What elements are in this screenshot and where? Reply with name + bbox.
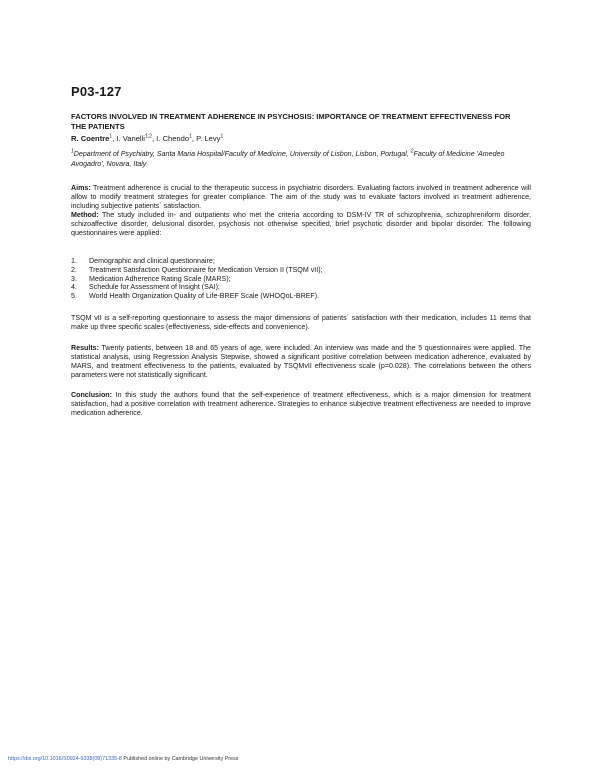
list-text: Treatment Satisfaction Questionnaire for Medication Version II (TSQM vII); <box>89 265 323 274</box>
list-item <box>71 266 323 275</box>
results-paragraph <box>71 344 531 380</box>
author-list: R. Coentre$^1$, I. Vanelli$^{1,2}$, I. Chendo$^1$, P. Levy$^1$ <box>71 133 224 143</box>
author-affiliation-mark: 1,2 <box>144 133 152 140</box>
method-text: The study included in- and outpatients who met the criteria according to DSM-IV TR of schizophrenia, schizophreniform disorder, schizoaffective disorder, delusional disorder, psychosis not otherwise specified, brief psychotic disorder and bipolar disorder. The following questionnaires were applied: <box>71 211 531 237</box>
affiliation-mark: 1 <box>71 148 74 155</box>
author-affiliation-mark: 1 <box>189 133 192 140</box>
list-number: 3. <box>71 274 77 283</box>
conclusion-label: Conclusion: <box>71 391 112 399</box>
author-name: I. Chendo <box>156 134 190 143</box>
affiliations <box>71 150 531 169</box>
affiliation-text: Faculty of Medicine 'Amedeo Avogadro', Novara, Italy <box>71 150 505 168</box>
aims-text: Treatment adherence is crucial to the therapeutic success in psychiatric disorders. Evaluating factors involved in treatment adherence will allow to modify treatment strategies for greater compliance. The aim of the study was to evaluate factors involved in treatment adherence, including subjective patients´ satisfaction. <box>71 184 531 210</box>
author-affiliation-mark: 1 <box>109 133 113 140</box>
aims-label: Aims: <box>71 184 91 192</box>
list-number: 4. <box>71 283 77 292</box>
author-name: R. Coentre <box>71 134 110 143</box>
author-affiliation-mark: 1 <box>220 133 224 140</box>
list-text: Demographic and clinical questionnaire; <box>89 257 215 265</box>
results-text: Twenty patients, between 18 and 65 years of age, were included. An interview was made and the 5 questionnaires were applied. The statistical analysis, using Regression Analysis Stepwise, showed a significant positive correlation between medication adherence, evaluated by MARS, and treatment effectiveness to the patients, evaluated by TSQMvII effectiveness scale (p=0.028). The correlations between the others parameters were not statistically significant. <box>71 344 531 379</box>
list-item <box>71 283 323 292</box>
conclusion-paragraph <box>71 391 531 418</box>
abstract-code: P03-127 <box>71 84 122 99</box>
author-name: P. Levy <box>196 134 221 143</box>
page-footer <box>8 756 238 762</box>
tsqm-paragraph: TSQM vII is a self-reporting questionnaire to assess the major dimensions of patients´ satisfaction with their medication, includes 11 items that make up three specific scales (effectiveness, side-effects and convenience). <box>71 314 531 331</box>
list-text: World Health Organization Quality of Life-BREF Scale (WHOQoL-BREF). <box>89 292 320 301</box>
list-item <box>71 275 323 284</box>
list-text: Medication Adherence Rating Scale (MARS); <box>89 274 231 283</box>
method-label: Method: <box>71 211 99 219</box>
conclusion-text: In this study the authors found that the self-experience of treatment effectiveness, which is a major dimension for treatment satisfaction, had a positive correlation with treatment adherence. Strategies to enhance subjective treatment effectiveness are needed to improve medication adherence. <box>71 391 531 417</box>
list-item <box>71 257 323 266</box>
results-label: Results: <box>71 344 99 352</box>
list-number: 2. <box>71 265 77 274</box>
list-item <box>71 292 323 301</box>
abstract-title: FACTORS INVOLVED IN TREATMENT ADHERENCE IN PSYCHOSIS: IMPORTANCE OF TREATMENT EFFECTIVENESS FOR THE PATIENTS <box>71 112 511 131</box>
author-name: I. Vanelli <box>116 134 145 143</box>
aims-paragraph <box>71 184 531 211</box>
list-number: 1. <box>71 257 77 265</box>
published-note: Published online by Cambridge University Press <box>121 756 239 762</box>
affiliation-mark: 2 <box>410 148 414 155</box>
questionnaire-list <box>71 257 323 301</box>
doi-link[interactable]: https://doi.org/10.1016/S0924-9338(09)71335-8 <box>8 756 122 762</box>
method-paragraph <box>71 211 531 238</box>
list-text: Schedule for Assessment of Insight (SAI); <box>89 283 220 292</box>
affiliation-text: Department of Psychiatry, Santa Maria Hospital/Faculty of Medicine, University of Lisbon, Lisbon, Portugal, <box>73 150 411 158</box>
list-number: 5. <box>71 292 77 301</box>
